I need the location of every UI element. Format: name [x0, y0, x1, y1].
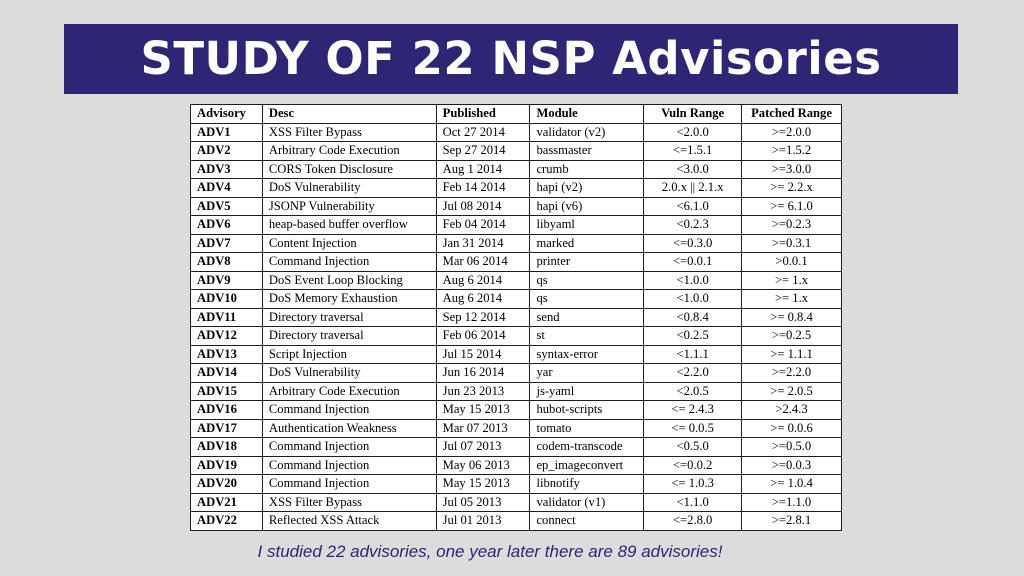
cell-published: May 06 2013 [436, 456, 530, 475]
table-row [191, 253, 842, 272]
cell-desc: Command Injection [262, 438, 436, 457]
cell-patched-range: >=2.2.0 [742, 364, 842, 383]
header-desc: Desc [262, 105, 436, 124]
header-module: Module [530, 105, 644, 124]
cell-patched-range: >= 1.0.4 [742, 475, 842, 494]
table-row [191, 290, 842, 309]
cell-vuln-range: <3.0.0 [644, 160, 742, 179]
cell-advisory: ADV9 [191, 271, 263, 290]
cell-advisory: ADV17 [191, 419, 263, 438]
table-row [191, 456, 842, 475]
cell-vuln-range: 2.0.x || 2.1.x [644, 179, 742, 198]
cell-desc: DoS Vulnerability [262, 364, 436, 383]
table-row [191, 142, 842, 161]
advisories-table-body [191, 123, 842, 530]
cell-published: Mar 06 2014 [436, 253, 530, 272]
header-published: Published [436, 105, 530, 124]
table-row [191, 419, 842, 438]
cell-advisory: ADV19 [191, 456, 263, 475]
cell-patched-range: >0.0.1 [742, 253, 842, 272]
cell-desc: XSS Filter Bypass [262, 123, 436, 142]
cell-desc: Reflected XSS Attack [262, 512, 436, 531]
cell-advisory: ADV5 [191, 197, 263, 216]
cell-vuln-range: <=1.5.1 [644, 142, 742, 161]
cell-module: qs [530, 290, 644, 309]
cell-patched-range: >=0.5.0 [742, 438, 842, 457]
cell-patched-range: >= 1.1.1 [742, 345, 842, 364]
cell-advisory: ADV18 [191, 438, 263, 457]
cell-vuln-range: <0.8.4 [644, 308, 742, 327]
cell-patched-range: >=0.2.3 [742, 216, 842, 235]
cell-module: hubot-scripts [530, 401, 644, 420]
table-row [191, 160, 842, 179]
cell-advisory: ADV11 [191, 308, 263, 327]
cell-vuln-range: <1.0.0 [644, 290, 742, 309]
cell-vuln-range: <1.1.0 [644, 493, 742, 512]
cell-desc: Directory traversal [262, 327, 436, 346]
cell-patched-range: >=2.8.1 [742, 512, 842, 531]
cell-advisory: ADV8 [191, 253, 263, 272]
cell-vuln-range: <= 1.0.3 [644, 475, 742, 494]
table-row [191, 308, 842, 327]
cell-desc: Command Injection [262, 475, 436, 494]
cell-patched-range: >= 6.1.0 [742, 197, 842, 216]
cell-patched-range: >= 0.0.6 [742, 419, 842, 438]
cell-vuln-range: <=0.3.0 [644, 234, 742, 253]
cell-vuln-range: <= 2.4.3 [644, 401, 742, 420]
cell-published: Aug 6 2014 [436, 271, 530, 290]
cell-advisory: ADV1 [191, 123, 263, 142]
cell-patched-range: >=1.1.0 [742, 493, 842, 512]
cell-module: validator (v1) [530, 493, 644, 512]
cell-advisory: ADV15 [191, 382, 263, 401]
table-row [191, 401, 842, 420]
header-vuln-range: Vuln Range [644, 105, 742, 124]
cell-vuln-range: <0.2.3 [644, 216, 742, 235]
cell-vuln-range: <=2.8.0 [644, 512, 742, 531]
cell-advisory: ADV20 [191, 475, 263, 494]
cell-advisory: ADV4 [191, 179, 263, 198]
table-row [191, 345, 842, 364]
cell-vuln-range: <1.0.0 [644, 271, 742, 290]
cell-advisory: ADV3 [191, 160, 263, 179]
header-advisory: Advisory [191, 105, 263, 124]
cell-patched-range: >=0.2.5 [742, 327, 842, 346]
cell-desc: Command Injection [262, 253, 436, 272]
cell-desc: JSONP Vulnerability [262, 197, 436, 216]
cell-published: May 15 2013 [436, 475, 530, 494]
cell-vuln-range: <0.2.5 [644, 327, 742, 346]
slide-caption: I studied 22 advisories, one year later there are 89 advisories! [257, 542, 723, 561]
cell-advisory: ADV12 [191, 327, 263, 346]
cell-published: Jun 23 2013 [436, 382, 530, 401]
cell-module: ep_imageconvert [530, 456, 644, 475]
cell-patched-range: >= 2.0.5 [742, 382, 842, 401]
cell-module: hapi (v6) [530, 197, 644, 216]
cell-module: crumb [530, 160, 644, 179]
cell-module: qs [530, 271, 644, 290]
cell-patched-range: >=3.0.0 [742, 160, 842, 179]
cell-module: libnotify [530, 475, 644, 494]
cell-published: Jul 01 2013 [436, 512, 530, 531]
cell-vuln-range: <= 0.0.5 [644, 419, 742, 438]
table-row [191, 493, 842, 512]
cell-desc: Script Injection [262, 345, 436, 364]
cell-vuln-range: <2.0.5 [644, 382, 742, 401]
cell-published: Jul 08 2014 [436, 197, 530, 216]
cell-advisory: ADV14 [191, 364, 263, 383]
table-row [191, 216, 842, 235]
cell-module: syntax-error [530, 345, 644, 364]
table-row [191, 123, 842, 142]
cell-published: Jul 07 2013 [436, 438, 530, 457]
cell-vuln-range: <=0.0.2 [644, 456, 742, 475]
cell-desc: XSS Filter Bypass [262, 493, 436, 512]
table-row [191, 364, 842, 383]
table-row [191, 234, 842, 253]
cell-published: Jan 31 2014 [436, 234, 530, 253]
slide-title: STUDY OF 22 NSP Advisories [140, 32, 882, 85]
cell-desc: CORS Token Disclosure [262, 160, 436, 179]
cell-vuln-range: <0.5.0 [644, 438, 742, 457]
advisories-table [190, 104, 842, 531]
cell-module: tomato [530, 419, 644, 438]
cell-published: Sep 27 2014 [436, 142, 530, 161]
cell-published: Mar 07 2013 [436, 419, 530, 438]
cell-vuln-range: <2.0.0 [644, 123, 742, 142]
cell-desc: Directory traversal [262, 308, 436, 327]
cell-module: hapi (v2) [530, 179, 644, 198]
cell-module: js-yaml [530, 382, 644, 401]
cell-published: Aug 6 2014 [436, 290, 530, 309]
cell-module: validator (v2) [530, 123, 644, 142]
cell-module: bassmaster [530, 142, 644, 161]
advisories-table-container [190, 104, 842, 530]
cell-desc: Command Injection [262, 456, 436, 475]
cell-patched-range: >= 1.x [742, 271, 842, 290]
cell-published: Sep 12 2014 [436, 308, 530, 327]
cell-patched-range: >= 0.8.4 [742, 308, 842, 327]
table-row [191, 327, 842, 346]
cell-vuln-range: <=0.0.1 [644, 253, 742, 272]
cell-advisory: ADV10 [191, 290, 263, 309]
cell-published: Jun 16 2014 [436, 364, 530, 383]
table-row [191, 382, 842, 401]
cell-module: marked [530, 234, 644, 253]
cell-module: connect [530, 512, 644, 531]
cell-patched-range: >=0.0.3 [742, 456, 842, 475]
cell-vuln-range: <2.2.0 [644, 364, 742, 383]
cell-module: codem-transcode [530, 438, 644, 457]
table-row [191, 271, 842, 290]
cell-advisory: ADV7 [191, 234, 263, 253]
cell-desc: Authentication Weakness [262, 419, 436, 438]
table-row [191, 475, 842, 494]
cell-desc: DoS Memory Exhaustion [262, 290, 436, 309]
cell-module: send [530, 308, 644, 327]
cell-patched-range: >2.4.3 [742, 401, 842, 420]
table-header-row [191, 105, 842, 124]
cell-published: Feb 06 2014 [436, 327, 530, 346]
cell-published: May 15 2013 [436, 401, 530, 420]
cell-desc: DoS Event Loop Blocking [262, 271, 436, 290]
cell-advisory: ADV2 [191, 142, 263, 161]
cell-published: Feb 14 2014 [436, 179, 530, 198]
cell-module: st [530, 327, 644, 346]
cell-vuln-range: <1.1.1 [644, 345, 742, 364]
cell-desc: heap-based buffer overflow [262, 216, 436, 235]
cell-module: libyaml [530, 216, 644, 235]
cell-module: yar [530, 364, 644, 383]
cell-advisory: ADV13 [191, 345, 263, 364]
table-row [191, 197, 842, 216]
cell-published: Jul 15 2014 [436, 345, 530, 364]
header-patched-range: Patched Range [742, 105, 842, 124]
cell-advisory: ADV21 [191, 493, 263, 512]
cell-advisory: ADV16 [191, 401, 263, 420]
cell-published: Feb 04 2014 [436, 216, 530, 235]
cell-desc: Arbitrary Code Execution [262, 382, 436, 401]
cell-desc: Arbitrary Code Execution [262, 142, 436, 161]
cell-desc: Command Injection [262, 401, 436, 420]
table-row [191, 512, 842, 531]
title-banner [64, 24, 958, 94]
cell-published: Oct 27 2014 [436, 123, 530, 142]
cell-advisory: ADV6 [191, 216, 263, 235]
cell-vuln-range: <6.1.0 [644, 197, 742, 216]
cell-patched-range: >= 2.2.x [742, 179, 842, 198]
table-row [191, 179, 842, 198]
cell-advisory: ADV22 [191, 512, 263, 531]
cell-patched-range: >=2.0.0 [742, 123, 842, 142]
cell-patched-range: >=0.3.1 [742, 234, 842, 253]
cell-patched-range: >=1.5.2 [742, 142, 842, 161]
cell-published: Jul 05 2013 [436, 493, 530, 512]
cell-desc: Content Injection [262, 234, 436, 253]
table-row [191, 438, 842, 457]
cell-module: printer [530, 253, 644, 272]
cell-patched-range: >= 1.x [742, 290, 842, 309]
cell-desc: DoS Vulnerability [262, 179, 436, 198]
cell-published: Aug 1 2014 [436, 160, 530, 179]
